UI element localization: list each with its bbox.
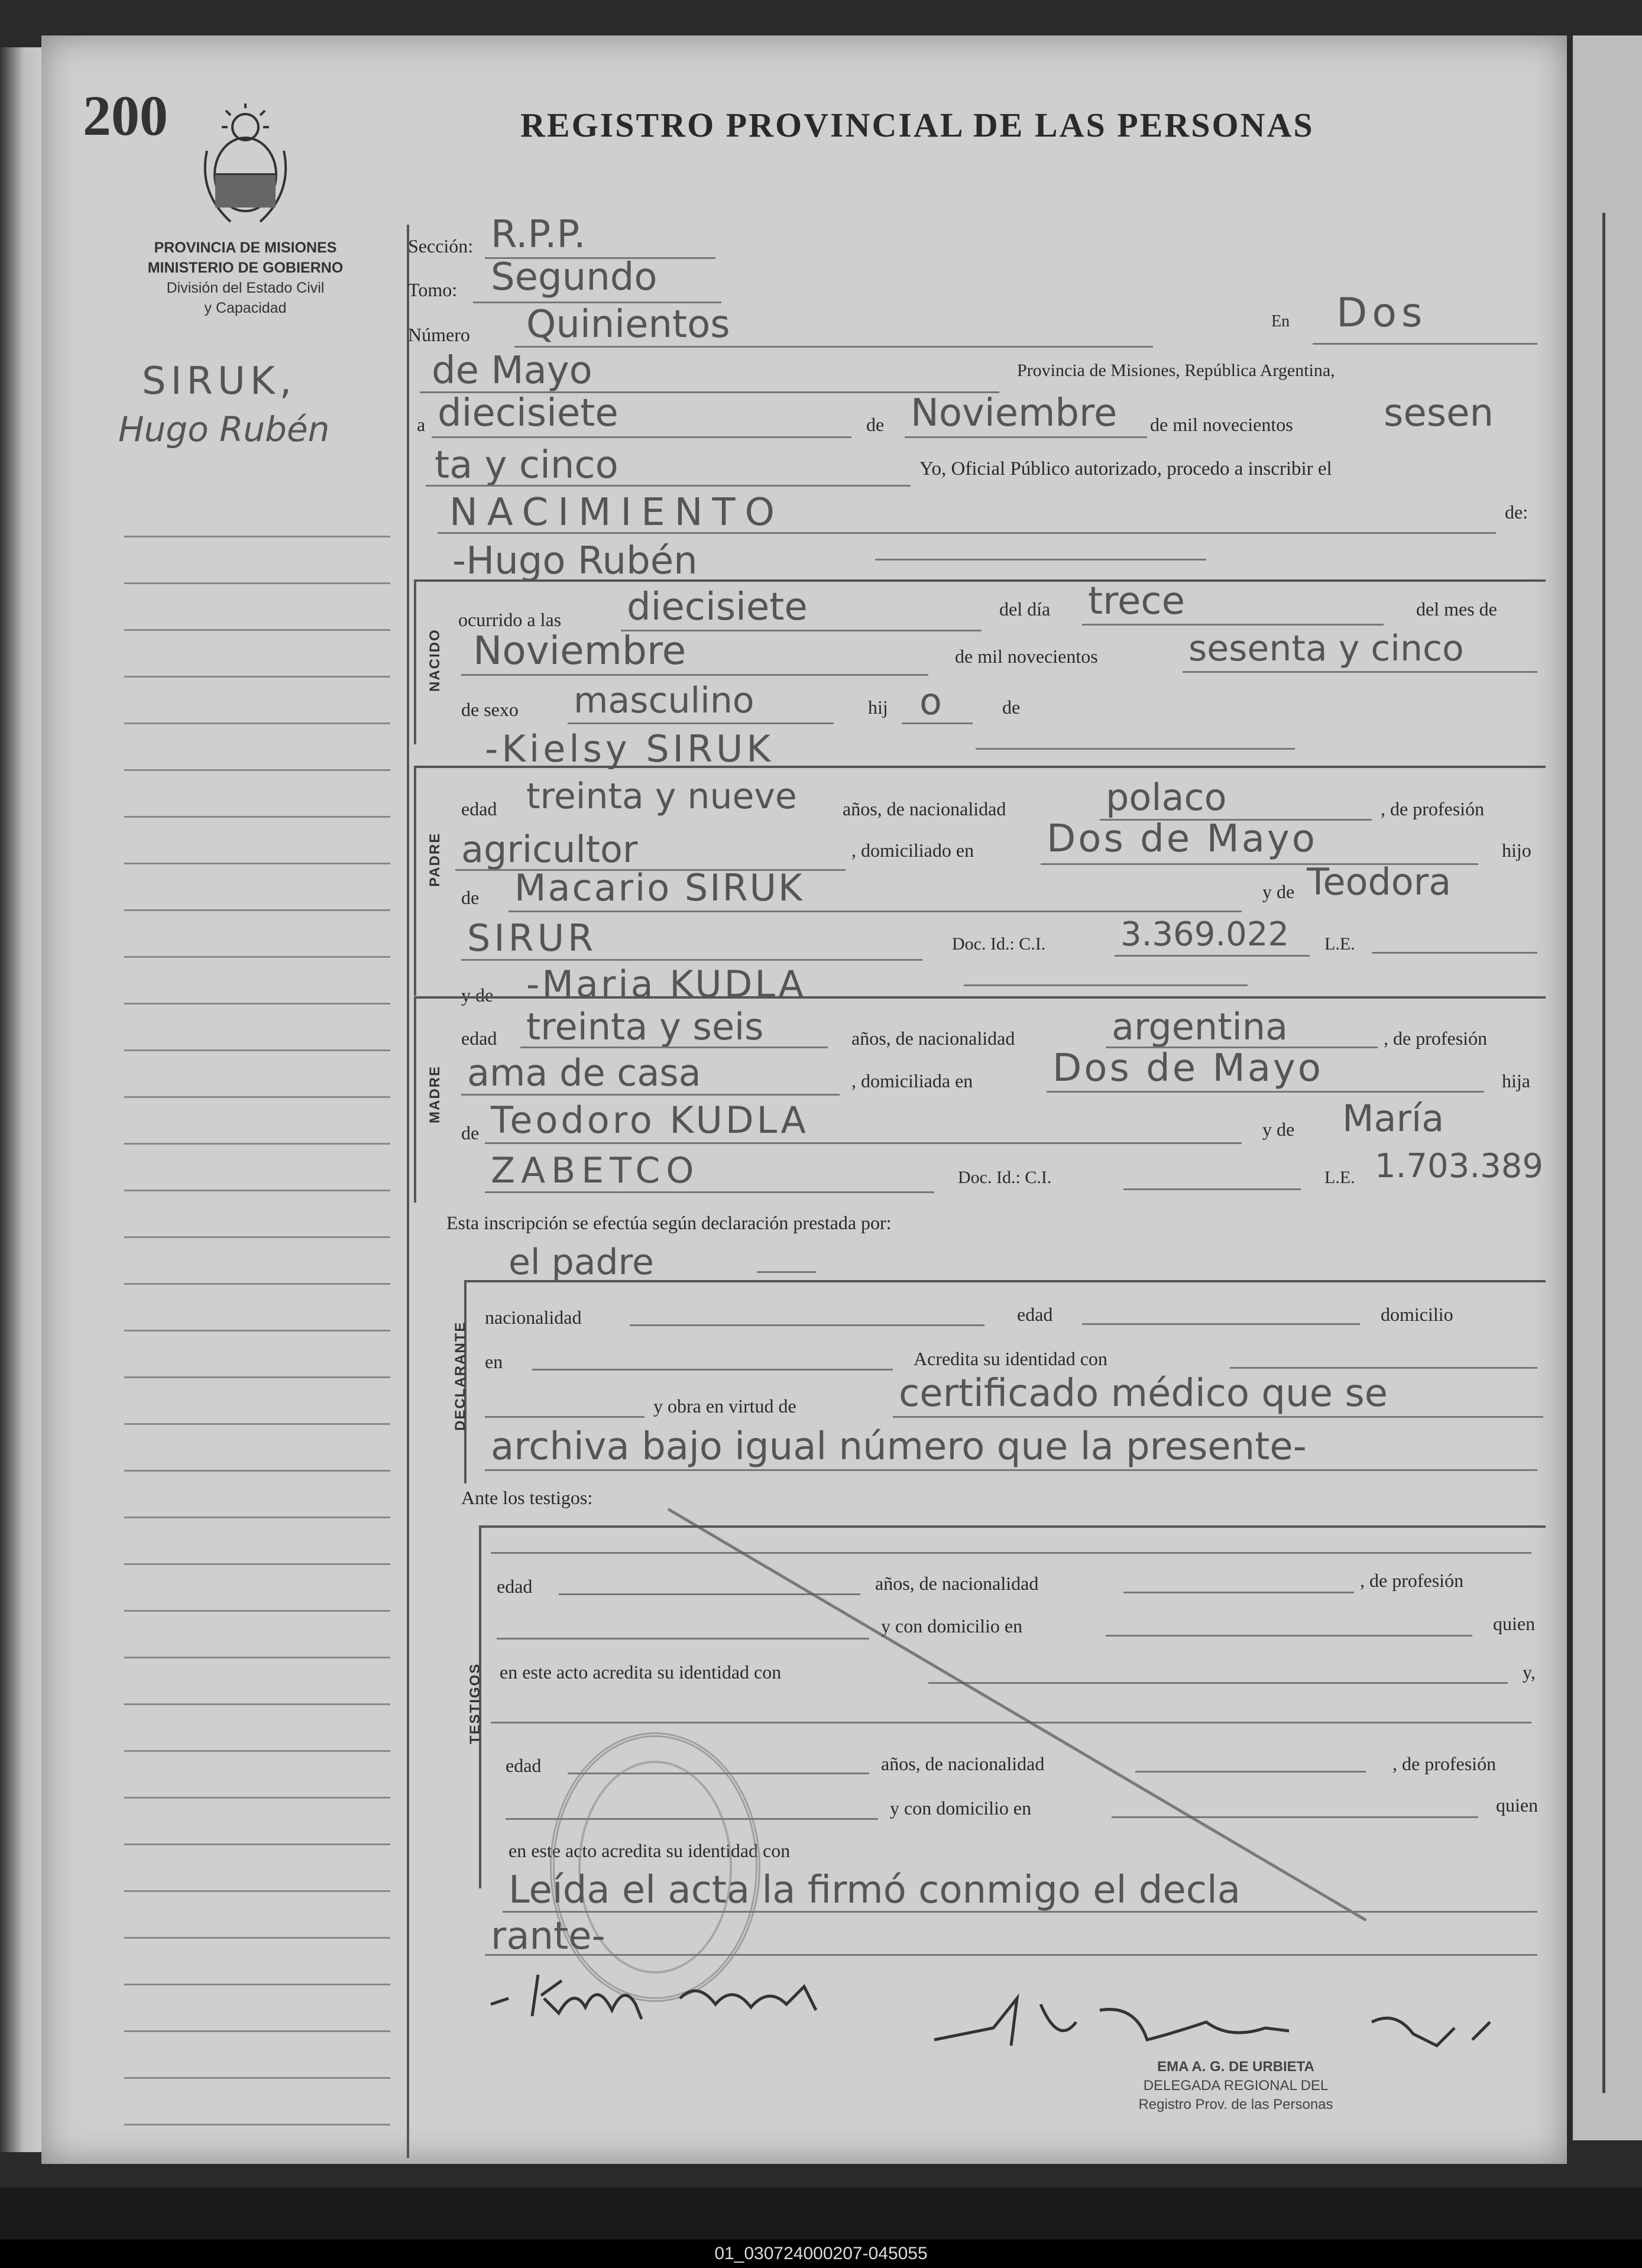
file-id: 01_030724000207-045055 <box>714 2244 928 2263</box>
numero-label: Número <box>408 324 470 345</box>
tomo-value: Segundo <box>491 255 658 299</box>
mother-profession-line <box>461 1094 840 1096</box>
testigo1-prof-line <box>497 1638 869 1640</box>
document-title: REGISTRO PROVINCIAL DE LAS PERSONAS <box>520 106 1314 144</box>
padre-profesion-label: , de profesión <box>1381 798 1485 819</box>
declarante-acredita-line <box>1230 1367 1537 1369</box>
testigo2-dom-line <box>1112 1816 1478 1818</box>
testigo1-name-line <box>491 1552 1531 1554</box>
closing-text-2: rante- <box>491 1914 605 1958</box>
province-text: Provincia de Misiones, República Argentina, <box>1017 361 1335 380</box>
argentine-coat-of-arms-icon <box>195 103 296 228</box>
madre-edad-label: edad <box>461 1028 497 1049</box>
testigo1-anos-label: años, de nacionalidad <box>875 1573 1039 1594</box>
declarante-obra-pre-line <box>485 1416 645 1418</box>
father-doc-line <box>1115 955 1310 957</box>
madre-anos-label: años, de nacionalidad <box>851 1028 1015 1049</box>
testigo1-nac-line <box>1123 1592 1354 1593</box>
registration-year-part1: sesen <box>1384 391 1494 435</box>
padre-hijo-label: hijo <box>1502 840 1531 861</box>
testigos-label: TESTIGOS <box>467 1663 483 1744</box>
mother-of-mother-line <box>485 1191 934 1193</box>
declarante-obra-line-1 <box>893 1416 1543 1418</box>
madre-y-de-label: y de <box>461 984 494 1006</box>
mother-address-line <box>1047 1091 1484 1093</box>
mother-of-father-2: SIRUR <box>467 916 597 960</box>
padre-label: PADRE <box>427 832 443 887</box>
mother-address: Dos de Mayo <box>1052 1046 1323 1090</box>
declarante-obra-value-2: archiva bajo igual número que la presente- <box>491 1425 1307 1469</box>
birth-month-line <box>461 674 928 676</box>
date-a-label: a <box>417 414 426 435</box>
testigo2-domicilio-label: y con domicilio en <box>890 1797 1032 1819</box>
office-line: MINISTERIO DE GOBIERNO <box>147 260 344 276</box>
margin-divider <box>407 225 409 2158</box>
father-profession: agricultor <box>461 828 638 871</box>
father-address: Dos de Mayo <box>1047 817 1317 861</box>
father-of-mother: Teodoro KUDLA <box>491 1099 809 1142</box>
year-label: de mil novecientos <box>1150 414 1293 435</box>
hij-label: hij <box>868 696 888 718</box>
father-of-mother-line <box>485 1142 1242 1144</box>
father-age: treinta y nueve <box>526 776 797 817</box>
testigo2-quien-label: quien <box>1496 1794 1539 1816</box>
mother-age-line <box>520 1046 828 1048</box>
child-name: -Hugo Rubén <box>452 539 698 583</box>
declarante-domicilio-label: domicilio <box>1381 1304 1453 1325</box>
mother-age: treinta y seis <box>526 1005 764 1048</box>
official-seal <box>550 1732 760 2002</box>
mother-of-father-1: Teodora <box>1307 860 1452 903</box>
oficial-text: Yo, Oficial Público autorizado, procedo a inscribir el <box>919 458 1332 479</box>
margin-surname: SIRUK, <box>142 359 297 403</box>
padre-de-label: de <box>461 887 480 908</box>
mother-of-mother-1: María <box>1342 1097 1445 1140</box>
madre-label: MADRE <box>427 1065 443 1123</box>
declarant-signature <box>485 1963 863 2028</box>
place-continuation: de Mayo <box>432 349 592 393</box>
testigo1-quien-label: quien <box>1493 1613 1536 1634</box>
child-name-line <box>875 559 1206 560</box>
nacido-label: NACIDO <box>427 628 443 692</box>
numero-value: Quinientos <box>526 303 730 346</box>
closing-text-1: Leída el acta la firmó conmigo el decla <box>509 1868 1241 1912</box>
month-line <box>905 436 1147 438</box>
office-line: PROVINCIA DE MISIONES <box>154 239 337 256</box>
testigo1-profesion-label: , de profesión <box>1360 1570 1464 1591</box>
testigo2-edad-label: edad <box>506 1755 542 1776</box>
adjacent-page <box>1573 35 1642 2140</box>
hij-value: o <box>919 680 942 723</box>
padre-domiciliado-label: , domiciliado en <box>851 840 974 861</box>
ocurrido-label: ocurrido a las <box>458 609 562 630</box>
office-line: y Capacidad <box>204 300 287 316</box>
mother-doc-line <box>1123 1188 1301 1190</box>
declarante-acredita-label: Acredita su identidad con <box>914 1348 1107 1369</box>
numero-line <box>514 346 1153 348</box>
padre-le-label: L.E. <box>1324 934 1355 954</box>
del-dia-label: del día <box>999 598 1051 620</box>
en-label: En <box>1271 312 1290 331</box>
declarante-obra-label: y obra en virtud de <box>653 1395 796 1417</box>
madre-profesion-label: , de profesión <box>1384 1028 1488 1049</box>
registration-year-part2: ta y cinco <box>435 443 618 487</box>
padre-doc-label: Doc. Id.: C.I. <box>952 934 1046 954</box>
birth-month: Noviembre <box>473 628 686 673</box>
father-nationality: polaco <box>1106 776 1227 819</box>
madre-le-label: L.E. <box>1324 1168 1355 1187</box>
declarante-edad-label: edad <box>1017 1304 1053 1325</box>
margin-given-names: Hugo Rubén <box>118 409 330 449</box>
margin-ruled-lines <box>124 491 390 2146</box>
declarante-intro: Esta inscripción se efectúa según declaración prestada por: <box>446 1212 892 1233</box>
madre-de-label: de <box>461 1122 480 1143</box>
seccion-label: Sección: <box>408 235 474 257</box>
declarante-nacionalidad-label: nacionalidad <box>485 1307 582 1328</box>
sexo-label: de sexo <box>461 699 519 720</box>
registrar-line: Registro Prov. de las Personas <box>1138 2097 1333 2113</box>
father-of-father: Macario SIRUK <box>514 866 804 909</box>
testigo1-acredita-label: en este acto acredita su identidad con <box>500 1661 782 1683</box>
birth-year: sesenta y cinco <box>1188 628 1464 669</box>
madre-domiciliada-label: , domiciliada en <box>851 1070 973 1091</box>
sexo-value: masculino <box>574 680 754 721</box>
declarante-nacionalidad-line <box>630 1324 984 1326</box>
mother-of-mother-2: ZABETCO <box>491 1150 700 1191</box>
father-le-line <box>1372 952 1537 954</box>
office-line: División del Estado Civil <box>166 280 325 296</box>
testigo1-y-label: y, <box>1523 1661 1536 1683</box>
de-colon-label: de: <box>1505 501 1528 523</box>
testigo2-nac-line <box>1135 1771 1366 1773</box>
mother-name-line <box>964 984 1248 986</box>
del-mes-label: del mes de <box>1416 598 1497 620</box>
seccion-value: R.P.P. <box>491 213 586 257</box>
act-type: NACIMIENTO <box>449 491 784 534</box>
year-line <box>426 485 911 487</box>
declarante-en-label: en <box>485 1351 503 1372</box>
birth-year-line <box>1183 671 1537 673</box>
declarante-en-line <box>532 1369 893 1370</box>
day-line <box>432 436 851 438</box>
testigo1-domicilio-label: y con domicilio en <box>881 1615 1023 1637</box>
en-line <box>1313 343 1537 345</box>
father-of-father-line <box>509 911 1242 912</box>
declarante-obra-line-2 <box>485 1469 1537 1471</box>
declarante-edad-line <box>1082 1323 1360 1325</box>
nacido-de-label: de <box>1002 696 1021 718</box>
madre-y-de2-label: y de <box>1262 1119 1295 1140</box>
mother-nationality: argentina <box>1112 1005 1288 1048</box>
birth-hour: diecisiete <box>627 585 808 629</box>
registrar-line: EMA A. G. DE URBIETA <box>1157 2059 1314 2075</box>
madre-doc-label: Doc. Id.: C.I. <box>958 1168 1052 1187</box>
birth-day: trece <box>1088 579 1185 623</box>
padre-anos-label: años, de nacionalidad <box>843 798 1006 819</box>
father-name: -Kielsy SIRUK <box>485 727 775 770</box>
birth-day-line <box>1082 624 1384 626</box>
testigo1-acredita-line <box>928 1682 1508 1684</box>
closing-line-1 <box>503 1911 1537 1913</box>
padre-y-de-label: y de <box>1262 881 1295 902</box>
birth-year-label: de mil novecientos <box>955 646 1098 667</box>
registration-day: diecisiete <box>438 391 618 435</box>
declarant: el padre <box>509 1242 654 1283</box>
mother-of-father-line <box>461 959 922 961</box>
father-doc-number: 3.369.022 <box>1120 915 1290 954</box>
madre-hija-label: hija <box>1502 1070 1530 1091</box>
closing-line-2 <box>485 1954 1537 1956</box>
testigo2-anos-label: años, de nacionalidad <box>881 1753 1045 1774</box>
hij-line <box>902 722 973 724</box>
mother-name: -Maria KUDLA <box>526 963 806 1006</box>
registrar-stamp <box>1094 2058 1378 2114</box>
page-number: 200 <box>83 84 168 147</box>
testigo2-acredita-label: en este acto acredita su identidad con <box>509 1840 791 1861</box>
mother-le-number: 1.703.389 <box>1375 1147 1544 1185</box>
registrar-line: DELEGADA REGIONAL DEL <box>1143 2078 1329 2094</box>
testigo2-name-line <box>491 1722 1531 1723</box>
mother-profession: ama de casa <box>467 1051 701 1094</box>
testigo1-edad-label: edad <box>497 1576 533 1597</box>
declarant-line <box>757 1271 816 1273</box>
testigo2-profesion-label: , de profesión <box>1392 1753 1497 1774</box>
issuing-office <box>103 238 387 318</box>
registration-month: Noviembre <box>911 391 1118 435</box>
act-type-line <box>438 532 1496 534</box>
testigos-intro: Ante los testigos: <box>461 1487 593 1508</box>
father-name-line <box>976 748 1295 750</box>
en-value: Dos <box>1336 290 1427 336</box>
padre-edad-label: edad <box>461 798 497 819</box>
tomo-label: Tomo: <box>408 279 458 300</box>
date-de-label: de <box>866 414 885 435</box>
registrar-signature <box>922 1987 1526 2058</box>
declarante-obra-value-1: certificado médico que se <box>899 1372 1388 1415</box>
sexo-line <box>568 722 834 724</box>
testigo1-dom-line <box>1106 1635 1472 1637</box>
declarante-label: DECLARANTE <box>452 1321 468 1431</box>
